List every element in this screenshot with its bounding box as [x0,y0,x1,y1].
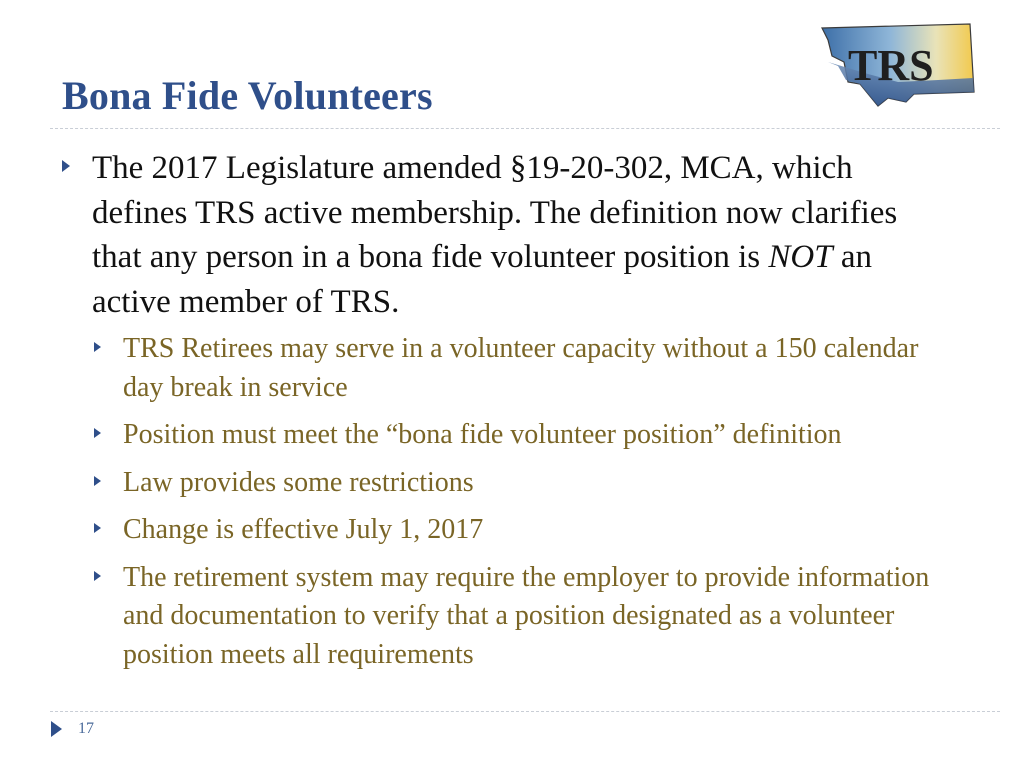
page-number: 17 [78,720,94,737]
bullet-arrow-icon [62,160,70,172]
bullet-arrow-icon [94,342,101,352]
sub-bullet [94,464,954,503]
sub-bullet [94,559,954,675]
trs-montana-logo-icon [818,22,978,112]
footer-arrow-icon [51,721,62,737]
slide-title: Bona Fide Volunteers [62,73,433,118]
main-bullet [62,146,952,324]
main-bullet-text [92,146,952,324]
logo-text: TRS [848,41,934,90]
sub-bullet [94,330,954,407]
bullet-arrow-icon [94,523,101,533]
bullet-arrow-icon [94,476,101,486]
sub-bullet-text: The retirement system may require the employer to provide information and documentation to verify that a position designated as a volunteer position meets all requirements [123,561,930,670]
sub-bullet-text: Law provides some restrictions [123,466,474,498]
sub-bullet-text: Position must meet the “bona fide volunteer position” definition [123,419,842,450]
sub-bullet [94,511,954,550]
sub-bullet-list [94,330,954,683]
main-bullet-emphasis: NOT [768,239,833,275]
bullet-arrow-icon [94,428,101,438]
bullet-arrow-icon [94,571,101,581]
sub-bullet-text: Change is effective July 1, 2017 [123,514,484,545]
main-bullet-suffix: an active member of TRS. [92,239,872,320]
title-divider [50,128,1000,129]
footer-divider [50,711,1000,712]
sub-bullet [94,416,954,455]
sub-bullet-text: TRS Retirees may serve in a volunteer capacity without a 150 calendar day break in service [123,333,919,403]
main-bullet-prefix: The 2017 Legislature amended §19-20-302, MCA, which defines TRS active membership. The definition now clarifies that any person in a bona fide volunteer position is [92,150,898,275]
